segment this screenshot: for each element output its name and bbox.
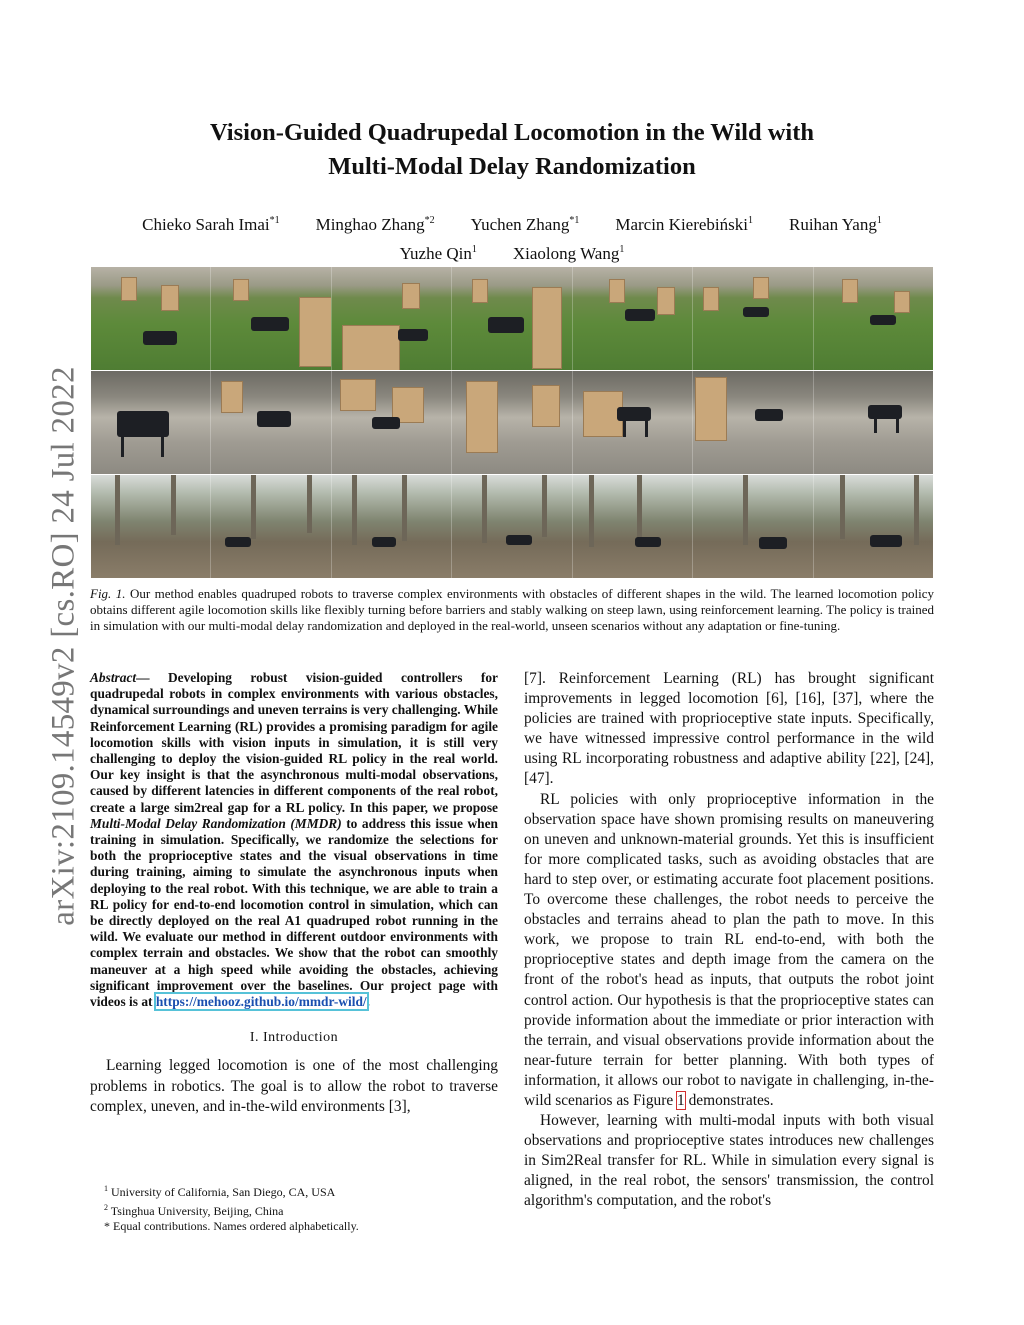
photo-frame [573,371,693,474]
author-row-2 [90,237,934,266]
forest-scene-strip [91,475,933,578]
author-list [90,208,934,266]
photo-frame [693,371,813,474]
left-column [90,670,498,1117]
figure-reference-link[interactable]: 1 [677,1091,685,1109]
method-name: Multi-Modal Delay Randomization (MMDR) [90,815,342,831]
paper-title [90,116,934,184]
photo-frame [452,371,572,474]
abstract: Abstract— Developing robust vision-guided controllers for quadrupedal robots in complex environments with various obstacles, dynamical surroundings and uneven terrains is very challenging. While Reinforcement Learning (RL) provides a promising paradigm for agile locomotion skills with vision inputs in simulation, it is still very challenging to deploy the vision-guided RL policy in the real world. Our key insight is that the asynchronous multi-modal observations, caused by different latencies in different components of the real robot, create a large sim2real gap for a RL policy. In this paper, we propose Multi-Modal Delay Randomization (MMDR) to address this issue when training in simulation. Specifically, we randomize the selections for both the proprioceptive states and the visual observations in time during training, aiming to simulate the asynchronous inputs when deploying to the real robot. With this technique, we are able to train a RL policy for end-to-end locomotion control in simulation, which can be directly deployed on the real A1 quadruped robot running in the wild. We evaluate our method in different outdoor environments with complex terrain and obstacles. We show that the robot can smoothly maneuver at a high speed while avoiding the obstacles, achieving significant improvement over the baselines. Our project page with videos is at https://mehooz.github.io/mmdr-wild/. [90,670,498,1010]
footnote: $^1$ University of California, San Diego, CA, USA [104,1184,336,1199]
body-paragraph: RL policies with only proprioceptive information in the observation space have shown promising results on maneuvering on uneven and unknown-material grounds. Yet this is insufficient for more complicated tasks, such as avoiding obstacles that are hard to step over, or estimating accurate foot placement positions. To overcome these challenges, the robot needs to perceive the obstacles and terrains ahead to plan the path to move. In this work, we propose to train RL end-to-end, with both the proprioceptive states and depth image from the camera on the front of the robot's head as inputs, that outputs the robot joint control action. Our hypothesis is that the proprioceptive states can provide information about the immediate or prior interaction with the terrain, and visual observations provide information about the near-future terrain for better planning. With both types of information, it allows our robot to navigate in challenging, in-the-wild scenarios as Figure 1 demonstrates. [524,790,934,1109]
photo-frame [332,267,452,370]
photo-frame [452,475,572,578]
author-row-1 [90,208,934,237]
body-paragraph: [7]. Reinforcement Learning (RL) has brought significant improvements in legged locomotion [6], [16], [37], where the policies are trained with proprioceptive state inputs. Specifically, we have witnessed impressive control performance in the wild using RL incorporating robustness and adaptive ability [22], [24], [47]. [524,670,934,788]
footnote: * Equal contributions. Names ordered alphabetically. [104,1219,359,1233]
campus-scene-strip [91,371,933,474]
photo-frame [91,267,211,370]
photo-frame [693,267,813,370]
photo-frame [452,267,572,370]
author: Yuchen Zhang$^{*1}$ [470,215,580,234]
lawn-scene-strip [91,267,933,370]
photo-frame [91,475,211,578]
title-line-2: Multi-Modal Delay Randomization [328,153,696,180]
photo-frame [332,475,452,578]
photo-frame [814,267,933,370]
abstract-label: Abstract [90,670,137,685]
author: Ruihan Yang$^1$ [789,215,882,234]
body-paragraph: However, learning with multi-modal inputs with both visual observations and proprioceptive states introduces new challenges in Sim2Real transfer for RL. While in simulation every signal is aligned, in the real robot, the sensors' transmission, the control algorithm's computation, and the robot's [524,1112,934,1210]
photo-frame [211,371,331,474]
photo-frame [91,371,211,474]
photo-frame [211,267,331,370]
figure-caption [90,586,934,634]
author: Xiaolong Wang$^1$ [512,244,625,263]
figure-1-photo-montage [91,267,933,577]
photo-frame [211,475,331,578]
title-line-1: Vision-Guided Quadrupedal Locomotion in the Wild with [209,119,815,146]
footnote: $^2$ Tsinghua University, Beijing, China [104,1203,284,1218]
author: Chieko Sarah Imai$^{*1}$ [142,215,280,234]
author: Minghao Zhang$^{*2}$ [315,215,435,234]
footnotes [104,1181,359,1234]
right-column [524,669,934,1212]
arxiv-identifier: arXiv:2109.14549v2 [cs.RO] 24 Jul 2022 [45,366,82,926]
photo-frame [814,475,933,578]
photo-frame [693,475,813,578]
author: Marcin Kierebiński$^1$ [615,215,753,234]
section-heading: I. Introduction [249,1030,339,1046]
photo-frame [573,475,693,578]
caption-text: Our method enables quadruped robots to traverse complex environments with obstacles of different shapes in the wild. The learned locomotion policy obtains different agile locomotion skills like flexibly turning before barriers and stably walking on steep lawn, using reinforcement learning. The policy is trained in simulation with our multi-modal delay randomization and deployed in the real-world, unseen scenarios without any adaptation or fine-tuning. [90,586,935,633]
intro-paragraph: Learning legged locomotion is one of the most challenging problems in robotics. The goal is to allow the robot to traverse complex, uneven, and in-the-wild environments [3], [90,1057,498,1115]
photo-frame [332,371,452,474]
photo-frame [573,267,693,370]
caption-label: Fig. 1. [90,586,126,601]
project-page-link[interactable]: https://mehooz.github.io/mmdr-wild/ [155,994,367,1010]
photo-frame [814,371,933,474]
author: Yuzhe Qin$^1$ [399,244,477,263]
